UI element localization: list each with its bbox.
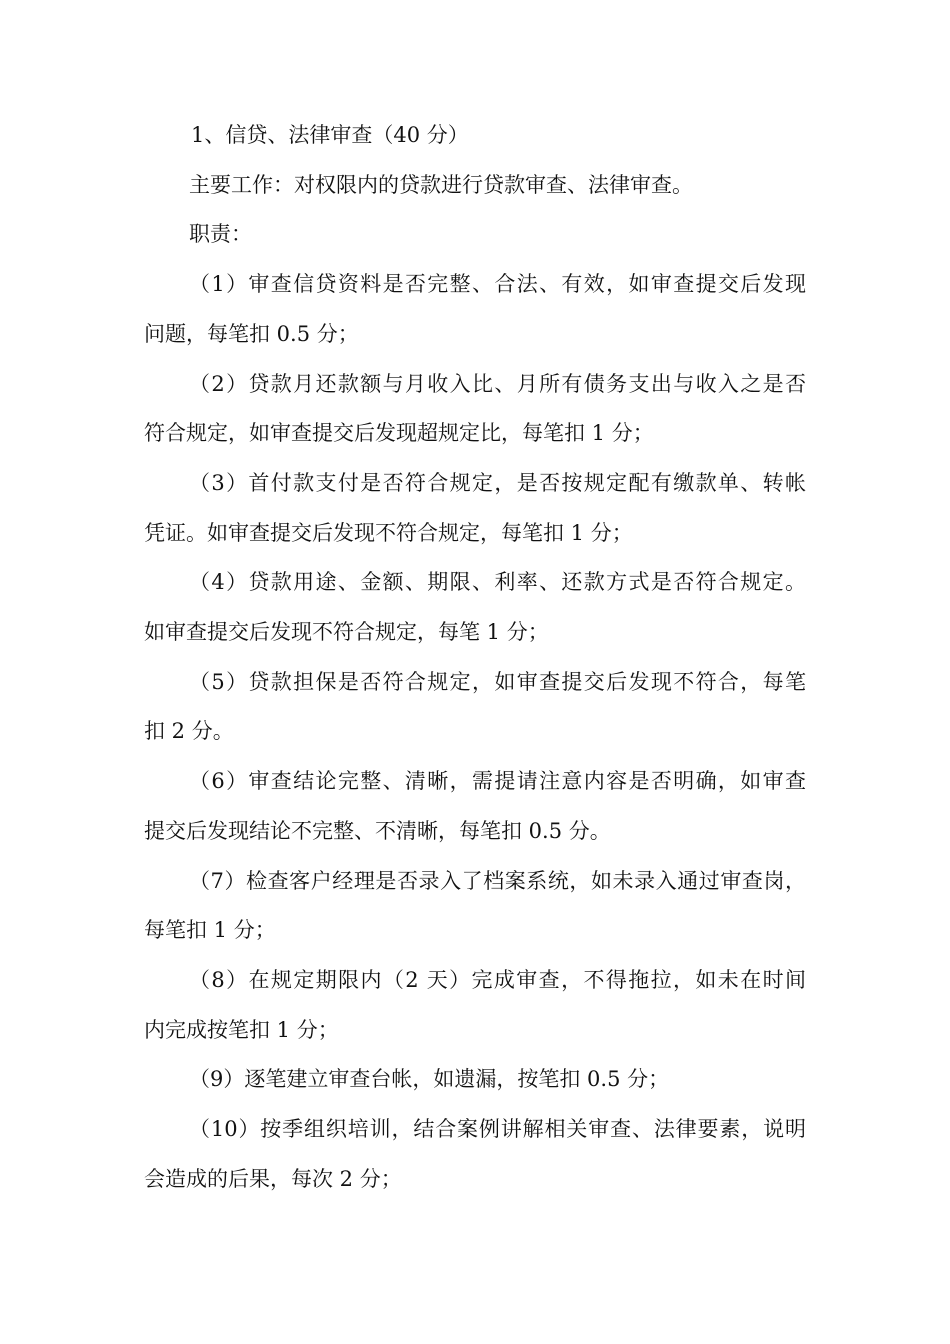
duty-item-10-line-1: （10）按季组织培训，结合案例讲解相关审查、法律要素，说明 [189, 1117, 806, 1142]
duty-item-2-line-2: 符合规定，如审查提交后发现超规定比，每笔扣 1 分； [144, 421, 654, 446]
duty-item-10 [144, 1105, 806, 1204]
duty-item-9 [144, 1055, 806, 1105]
duty-item-7-line-1: （7）检查客户经理是否录入了档案系统，如未录入通过审查岗， [189, 868, 806, 893]
duty-item-6 [144, 757, 806, 856]
duties-label: 职责： [189, 222, 252, 247]
duty-item-2 [144, 360, 806, 459]
duty-item-3-line-1: （3）首付款支付是否符合规定，是否按规定配有缴款单、转帐 [189, 470, 806, 495]
duty-item-1-line-1: （1）审查信贷资料是否完整、合法、有效，如审查提交后发现 [189, 272, 806, 297]
duty-item-4 [144, 558, 806, 657]
duty-item-5-line-1: （5）贷款担保是否符合规定，如审查提交后发现不符合，每笔 [189, 669, 806, 694]
duty-item-4-line-2: 如审查提交后发现不符合规定，每笔 1 分； [144, 620, 549, 645]
duty-item-2-line-1: （2）贷款月还款额与月收入比、月所有债务支出与收入之是否 [189, 371, 806, 396]
duty-item-1-line-2: 问题，每笔扣 0.5 分； [144, 321, 359, 346]
duty-item-5-line-2: 扣 2 分。 [144, 719, 234, 744]
duty-item-7-line-2: 每笔扣 1 分； [144, 918, 276, 943]
duty-item-8 [144, 956, 806, 1055]
duty-item-9-line-1: （9）逐笔建立审查台帐，如遗漏，按笔扣 0.5 分； [189, 1067, 670, 1092]
duty-item-8-line-1: （8）在规定期限内（2 天）完成审查，不得拖拉，如未在时间 [189, 967, 806, 992]
duty-item-7 [144, 857, 806, 956]
main-work-paragraph: 主要工作：对权限内的贷款进行贷款审查、法律审查。 [189, 172, 693, 197]
document-body [144, 111, 806, 1204]
duty-item-1 [144, 260, 806, 359]
duty-item-4-line-1: （4）贷款用途、金额、期限、利率、还款方式是否符合规定。 [189, 570, 806, 595]
duty-item-6-line-2: 提交后发现结论不完整、不清晰，每笔扣 0.5 分。 [144, 818, 611, 843]
duty-item-10-line-2: 会造成的后果，每次 2 分； [144, 1166, 402, 1191]
duty-item-5 [144, 658, 806, 757]
duty-item-8-line-2: 内完成按笔扣 1 分； [144, 1017, 339, 1042]
section-heading: 1、信贷、法律审查（40 分） [191, 123, 469, 147]
duty-item-3 [144, 459, 806, 558]
duty-item-6-line-1: （6）审查结论完整、清晰，需提请注意内容是否明确，如审查 [189, 769, 806, 794]
duty-item-3-line-2: 凭证。如审查提交后发现不符合规定，每笔扣 1 分； [144, 520, 633, 545]
